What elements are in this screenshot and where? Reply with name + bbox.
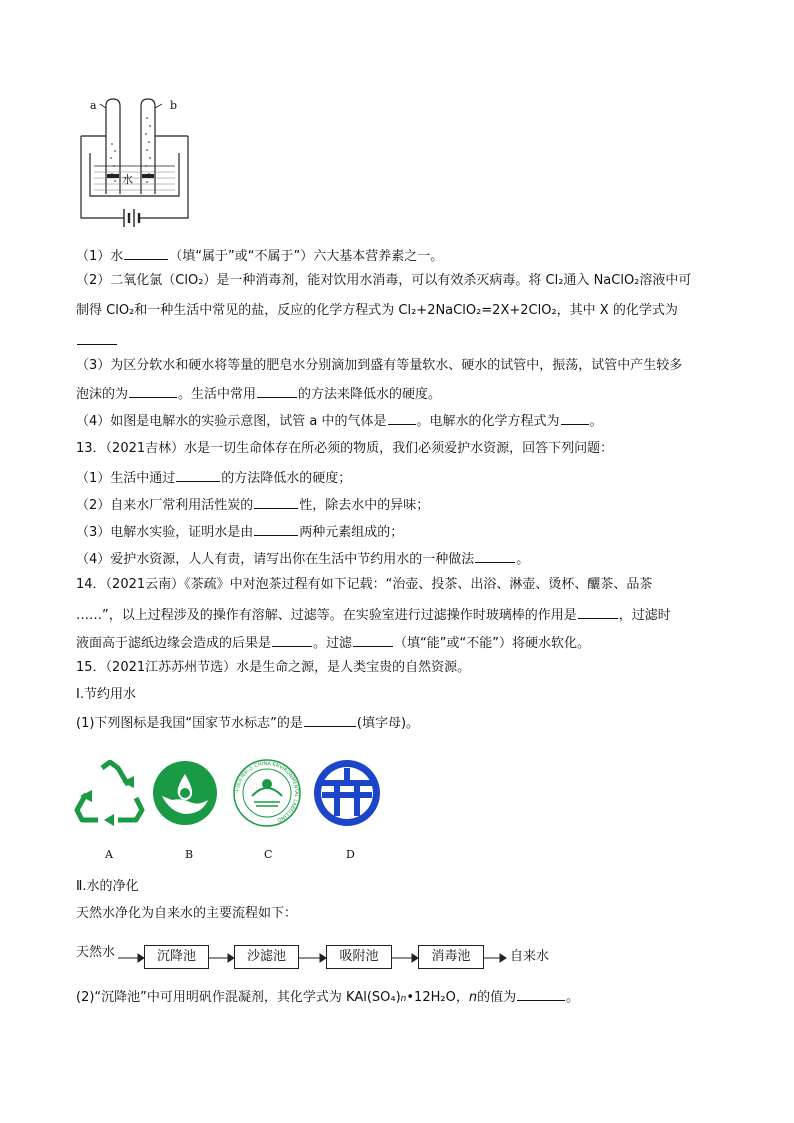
q12-part1-text-2: （填“属于”或“不属于”）六大基本营养素之一。: [169, 249, 444, 264]
answer-blank[interactable]: [353, 632, 393, 647]
q12-part1-text: （1）水: [76, 249, 124, 264]
q14-line3: [76, 632, 590, 653]
q12-part2-line1: （2）二氧化氯（ClO₂）是一种消毒剂，能对饮用水消毒，可以有效杀灭病毒。将 Cl₂通入 NaClO₂溶液中可: [76, 273, 692, 288]
q15-sub1-text-2: (填字母)。: [356, 716, 420, 731]
q13-part3: [76, 521, 403, 542]
flow-step-sedimentation: 沉降池: [144, 945, 209, 969]
q15-section2-title: Ⅱ.水的净化: [76, 879, 139, 894]
answer-blank[interactable]: [254, 521, 298, 536]
q12-part3-text-3: 的方法来降低水的硬度。: [298, 387, 442, 402]
q13-part2-text: （2）自来水厂常利用活性炭的: [76, 498, 254, 513]
flow-intro: 天然水净化为自来水的主要流程如下：: [76, 906, 298, 921]
q12-part2-line3: [76, 330, 118, 351]
q12-part2-line2: 制得 ClO₂和一种生活中常见的盐，反应的化学方程式为 Cl₂+2NaClO₂=2X+2ClO₂，其中 X 的化学式为: [76, 303, 678, 318]
q15-sub2-n-subscript: n: [400, 994, 407, 1004]
q15-sub1-text: (1)下列图标是我国“国家节水标志”的是: [76, 716, 303, 731]
q15-sub2-text-2: •12H₂O，: [406, 990, 469, 1005]
answer-blank[interactable]: [475, 548, 515, 563]
q13-part4-text: （4）爱护水资源，人人有责，请写出你在生活中节约用水的一种做法: [76, 552, 475, 567]
q15-sub2: [76, 986, 579, 1008]
q12-part3-line1: （3）为区分软水和硬水将等量的肥皂水分别滴加到盛有等量软水、硬水的试管中，振荡，试管中产生较多: [76, 358, 683, 373]
flow-step-sand-filter: 沙滤池: [234, 945, 299, 969]
icon-c-label: C: [264, 848, 273, 861]
q15-sub2-text-3: 的值为: [477, 990, 517, 1005]
environmental-label-icon: [232, 758, 302, 828]
q15-section1-title: Ⅰ.节约用水: [76, 687, 136, 702]
flow-start-label: 天然水: [76, 945, 116, 960]
q13-part4: [76, 548, 529, 569]
flow-step-disinfection: 消毒池: [418, 945, 484, 969]
answer-blank[interactable]: [77, 330, 117, 345]
icon-d-label: D: [346, 848, 355, 861]
tube-a-label: a: [90, 99, 97, 112]
recycle-icon: [74, 760, 146, 826]
answer-blank[interactable]: [561, 410, 589, 425]
icon-b-label: B: [185, 848, 194, 861]
tube-b-label: b: [170, 99, 178, 112]
q14-text-2: ，过滤时: [618, 608, 671, 623]
q15-stem: 15．（2021江苏苏州节选）水是生命之源，是人类宝贵的自然资源。: [76, 660, 471, 675]
q13-part1-text: （1）生活中通过: [76, 471, 176, 486]
icon-c-ring-text: 中国环境标志 CHINA ENVIRONMENTAL LABELLING: [234, 760, 300, 823]
water-label: 水: [122, 173, 133, 186]
q13-stem: 13．（2021吉林）水是一切生命体存在所必须的物质，我们必须爱护水资源，回答下列问题：: [76, 441, 614, 456]
q12-part3-text: 泡沫的为: [76, 387, 129, 402]
q14-text: ……”，以上过程涉及的操作有溶解、过滤等。在实验室进行过滤操作时玻璃棒的作用是: [76, 608, 577, 623]
q13-part1-text-2: 的方法降低水的硬度；: [221, 471, 352, 486]
q15-sub2-text: (2)“沉降池”中可用明矾作混凝剂，其化学式为 KAl(SO₄): [76, 990, 401, 1005]
q12-part3-line2: [76, 383, 441, 404]
q14-line2: [76, 604, 671, 625]
building-logo-icon: [312, 758, 382, 828]
answer-blank[interactable]: [517, 986, 565, 1001]
q12-part4-text-3: 。: [589, 414, 603, 429]
q15-sub2-n: n: [468, 990, 478, 1005]
q12-part4-text-2: 。电解水的化学方程式为: [416, 414, 560, 429]
q14-text-4: 。过滤: [313, 636, 353, 651]
q13-part1: [76, 467, 351, 488]
flow-step-adsorption: 吸附池: [326, 945, 392, 969]
q14-line1: 14．（2021云南）《茶疏》中对泡茶过程有如下记载：“治壶、投茶、出浴、淋壶、烫杯、釃茶、品茶: [76, 577, 653, 592]
answer-blank[interactable]: [176, 467, 220, 482]
water-saving-icon: [152, 760, 218, 826]
answer-blank[interactable]: [257, 383, 297, 398]
answer-blank[interactable]: [124, 245, 168, 260]
q13-part2: [76, 494, 429, 515]
q14-text-3: 液面高于滤纸边缘会造成的后果是: [76, 636, 272, 651]
q13-part2-text-2: 性，除去水中的异味；: [299, 498, 430, 513]
q12-part4: [76, 410, 603, 431]
q14-text-5: （填“能”或“不能”）将硬水软化。: [394, 636, 590, 651]
q13-part3-text: （3）电解水实验，证明水是由: [76, 525, 254, 540]
answer-blank[interactable]: [129, 383, 177, 398]
icon-a-label: A: [105, 848, 113, 861]
electrolysis-apparatus-figure: [76, 96, 206, 231]
q15-sub2-text-4: 。: [566, 990, 580, 1005]
answer-blank[interactable]: [304, 712, 356, 727]
q12-part3-text-2: 。生活中常用: [178, 387, 257, 402]
answer-blank[interactable]: [578, 604, 618, 619]
answer-blank[interactable]: [254, 494, 298, 509]
q12-part1: [76, 245, 443, 266]
answer-blank[interactable]: [272, 632, 312, 647]
q13-part4-text-2: 。: [516, 552, 530, 567]
q13-part3-text-2: 两种元素组成的；: [299, 525, 404, 540]
answer-blank[interactable]: [388, 410, 416, 425]
q12-part4-text: （4）如图是电解水的实验示意图，试管 a 中的气体是: [76, 414, 387, 429]
flow-end-label: 自来水: [510, 949, 550, 964]
q15-sub1: [76, 712, 419, 733]
